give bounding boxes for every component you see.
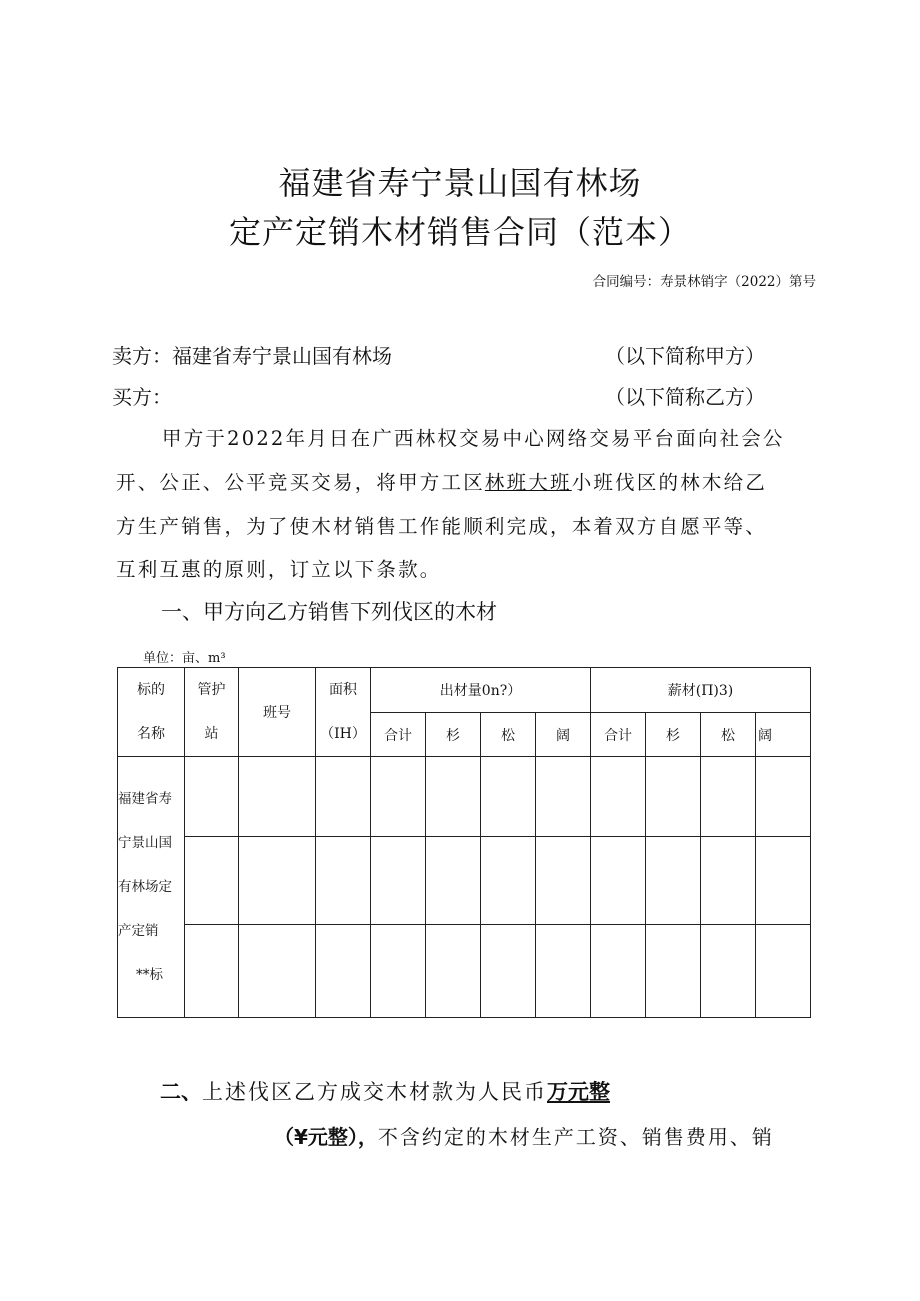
table-cell [536, 757, 591, 837]
header-station-bottom: 站 [204, 726, 219, 742]
header-block: 班号 [239, 668, 316, 757]
lot-name-line: 有林场定 [118, 879, 172, 895]
subheader-fuel-total: 合计 [591, 713, 646, 757]
intro-line-2a: 开、公正、公平竞买交易，将甲方工区 [116, 471, 485, 494]
table-cell [756, 757, 811, 837]
header-fuel-group: 薪材(Π)3) [591, 668, 811, 713]
document-title-line2: 定产定销木材销售合同（范本） [228, 213, 691, 251]
table-cell [481, 837, 536, 925]
subheader-timber-total: 合计 [371, 713, 426, 757]
section-2-text: 上述伐区乙方成交木材款为人民币 [202, 1080, 547, 1104]
header-name-top: 标的 [137, 682, 165, 698]
header-name-bottom: 名称 [137, 726, 165, 742]
intro-line-2b: 小班伐区的林木给乙 [571, 471, 768, 494]
table-cell [426, 837, 481, 925]
table-cell [371, 837, 426, 925]
intro-line-4: 互利互惠的原则，订立以下条款。 [116, 558, 442, 581]
table-cell [591, 757, 646, 837]
intro-underlined-block: 林班大班 [484, 471, 572, 494]
subheader-fuel-pine: 松 [701, 713, 756, 757]
header-area-top: 面积 [329, 682, 357, 698]
lot-name-line: 福建省寿 [118, 791, 172, 807]
table-cell [426, 757, 481, 837]
contract-number: 合同编号：寿景林销字（2022）第号 [592, 274, 816, 290]
seller-name: 福建省寿宁景山国有林场 [172, 344, 392, 368]
lot-name-cell [118, 757, 185, 1018]
table-cell [536, 837, 591, 925]
header-area-cell [316, 668, 371, 757]
table-cell [239, 837, 316, 925]
subheader-timber-broadleaf: 阔 [536, 713, 591, 757]
seller-alias: （以下简称甲方） [605, 344, 765, 368]
table-cell [756, 837, 811, 925]
buyer-alias: （以下简称乙方） [605, 385, 765, 409]
header-timber-group: 出材量0n?） [371, 668, 591, 713]
section-2-heading [160, 1076, 610, 1106]
header-area-bottom: （IH） [320, 726, 366, 742]
table-cell [316, 925, 371, 1018]
header-station-top: 管护 [197, 682, 226, 698]
table-cell [316, 757, 371, 837]
table-cell [756, 925, 811, 1018]
table-cell [239, 757, 316, 837]
table-cell [646, 837, 701, 925]
table-cell [646, 925, 701, 1018]
subheader-fuel-fir: 杉 [646, 713, 701, 757]
header-name-cell [118, 668, 185, 757]
section-1-heading: 一、甲方向乙方销售下列伐区的木材 [161, 600, 497, 624]
subheader-fuel-broadleaf: 阔 [756, 713, 811, 757]
lot-name-line: **标 [136, 967, 163, 983]
table-cell [239, 925, 316, 1018]
lot-name-line: 产定销 [118, 923, 159, 939]
table-cell [591, 837, 646, 925]
table-unit: 单位：亩、m³ [143, 651, 226, 666]
lot-table [117, 667, 811, 1018]
buyer-label: 买方： [112, 385, 172, 409]
section-2-line-2-text: 不含约定的木材生产工资、销售费用、销 [377, 1125, 774, 1149]
document-title-line1: 福建省寿宁景山国有林场 [278, 164, 642, 202]
table-cell [185, 837, 239, 925]
seller-label: 卖方： [112, 344, 172, 368]
section-2-number: 二、 [160, 1080, 202, 1104]
table-cell [646, 757, 701, 837]
table-cell [426, 925, 481, 1018]
table-cell [371, 925, 426, 1018]
subheader-timber-pine: 松 [481, 713, 536, 757]
table-cell [185, 757, 239, 837]
section-2-amount: 万元整 [547, 1080, 610, 1104]
section-2-line-2 [274, 1121, 774, 1150]
table-cell [481, 925, 536, 1018]
table-cell [481, 757, 536, 837]
section-2-amount-figure: （¥元整）， [274, 1125, 378, 1149]
table-cell [701, 837, 756, 925]
table-cell [316, 837, 371, 925]
header-station-cell [185, 668, 239, 757]
lot-name-line: 宁景山国 [118, 835, 172, 851]
table-cell [536, 925, 591, 1018]
table-cell [591, 925, 646, 1018]
subheader-timber-fir: 杉 [426, 713, 481, 757]
table-cell [185, 925, 239, 1018]
table-cell [701, 757, 756, 837]
intro-line-1: 甲方于2022年月日在广西林权交易中心网络交易平台面向社会公 [162, 427, 785, 450]
table-cell [701, 925, 756, 1018]
intro-line-3: 方生产销售，为了使木材销售工作能顺利完成，本着双方自愿平等、 [116, 515, 768, 538]
table-cell [371, 757, 426, 837]
intro-line-2 [116, 467, 767, 495]
seller-row [112, 340, 392, 369]
